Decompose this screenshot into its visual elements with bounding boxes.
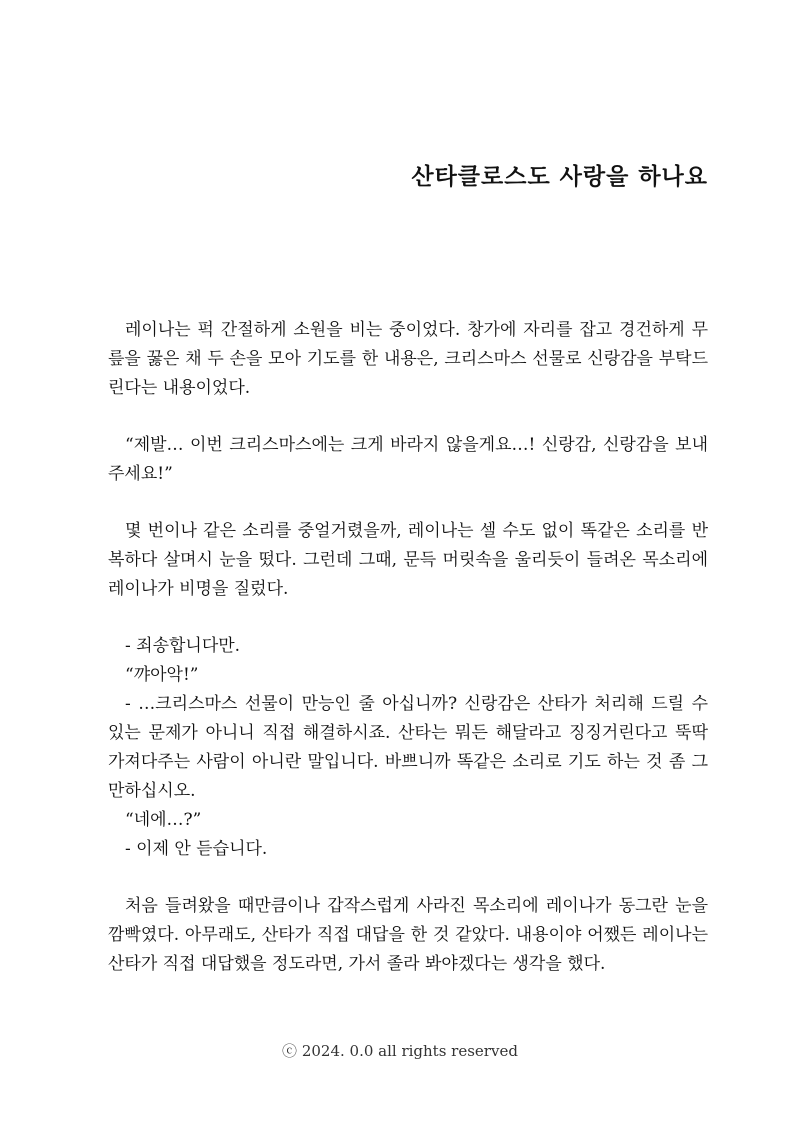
copyright-footer: ⓒ 2024. 0.0 all rights reserved [282, 1042, 518, 1060]
page-title: 산타클로스도 사랑을 하나요 [411, 164, 708, 190]
paragraph-4: 처음 들려왔을 때만큼이나 갑작스럽게 사라진 목소리에 레이나가 동그란 눈을 깜빡였다. 아무래도, 산타가 직접 대답을 한 것 같았다. 내용이야 어쨌든 레이나는 산타가 직접 대답했을 정도라면, 가서 졸라 봐야겠다는 생각을 했다. [108, 896, 708, 974]
paragraph-gap [108, 604, 708, 632]
dialog-line-1: - 죄송합니다만. [125, 636, 241, 656]
dialog-line-4: “네에…?” [125, 810, 202, 830]
paragraph-2: “제발… 이번 크리스마스에는 크게 바라지 않을게요…! 신랑감, 신랑감을 보내주세요!” [108, 435, 708, 484]
paragraph-gap [108, 864, 708, 892]
paragraph-1: 레이나는 퍽 간절하게 소원을 비는 중이었다. 창가에 자리를 잡고 경건하게 무릎을 꿇은 채 두 손을 모아 기도를 한 내용은, 크리스마스 선물로 신랑감을 부탁드린다는 내용이었다. [108, 320, 708, 398]
paragraph-3: 몇 번이나 같은 소리를 중얼거렸을까, 레이나는 셀 수도 없이 똑같은 소리를 반복하다 살며시 눈을 떴다. 그런데 그때, 문득 머릿속을 울리듯이 들려온 목소리에 레이나가 비명을 질렀다. [108, 521, 708, 599]
dialog-line-2: “꺄아악!” [125, 665, 199, 685]
paragraph-gap [108, 489, 708, 517]
dialog-line-5: - 이제 안 듣습니다. [125, 839, 268, 859]
story-body [108, 316, 708, 979]
paragraph-gap [108, 403, 708, 431]
dialog-line-3: - …크리스마스 선물이 만능인 줄 아십니까? 신랑감은 산타가 처리해 드릴 수 있는 문제가 아니니 직접 해결하시죠. 산타는 뭐든 해달라고 징징거린다고 뚝딱 가져다주는 사람이 아니란 말입니다. 바쁘니까 똑같은 소리로 기도 하는 것 좀 그만하십시오. [108, 694, 708, 801]
